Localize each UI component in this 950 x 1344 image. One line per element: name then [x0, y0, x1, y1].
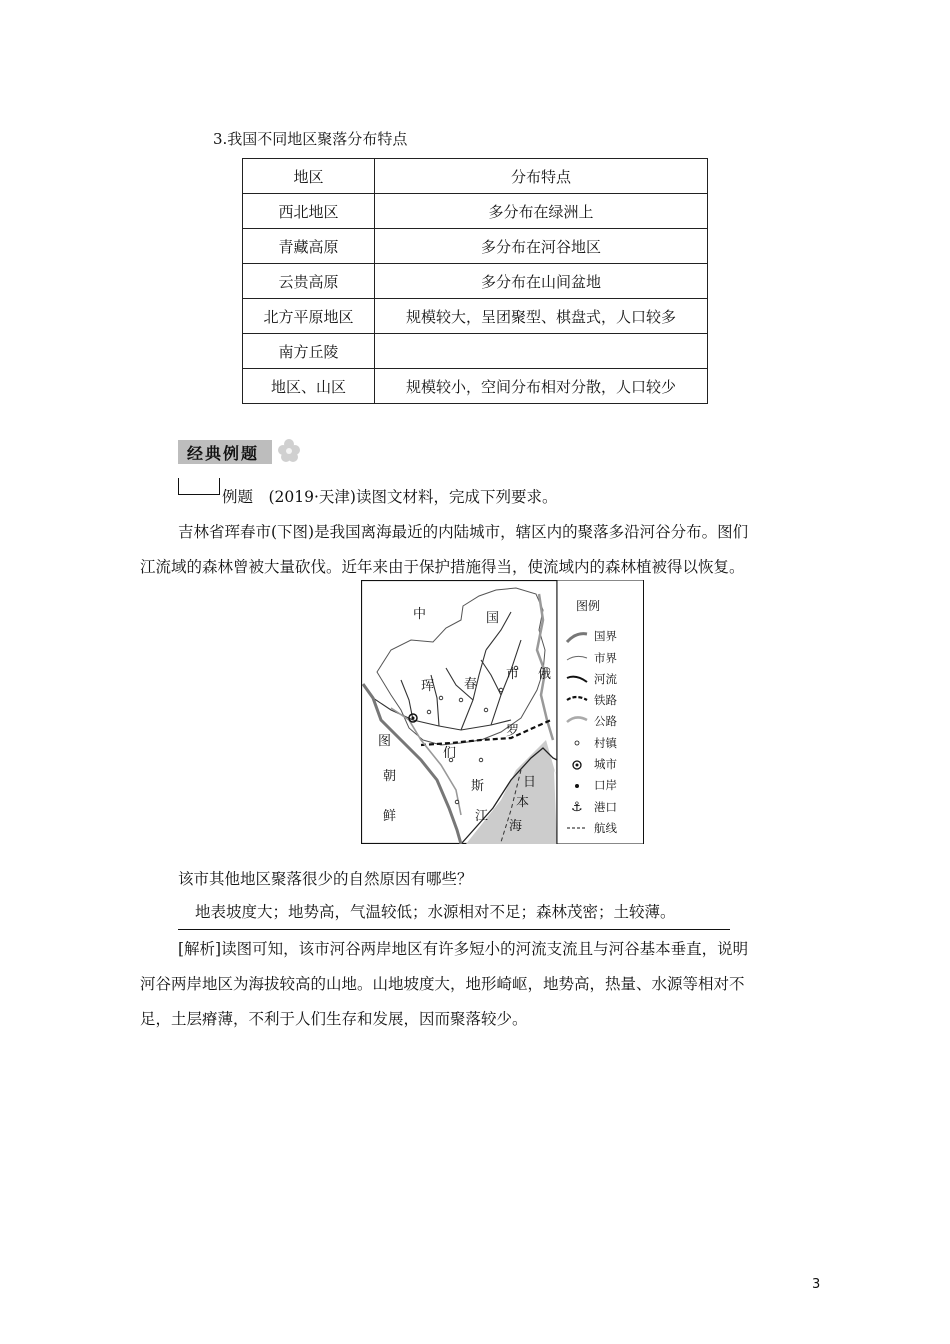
table-header-row [243, 159, 708, 194]
legend-label: 公路 [594, 714, 617, 728]
map-label: 珲 [421, 679, 435, 694]
legend-label: 航线 [594, 821, 617, 835]
legend-label: 市界 [594, 651, 617, 665]
legend-label: 河流 [594, 672, 617, 686]
hunchun-map [361, 580, 644, 844]
table-row [243, 299, 708, 334]
example-intro: 例题 (2019·天津)读图文材料，完成下列要求。 [222, 488, 558, 506]
question-text: 该市其他地区聚落很少的自然原因有哪些？ [178, 870, 473, 888]
analysis-paragraph: 足，土层瘠薄，不利于人们生存和发展，因而聚落较少。 [140, 1010, 528, 1028]
page-number: 3 [812, 1277, 821, 1292]
table-cell: 北方平原地区 [243, 299, 375, 334]
map-label: 春 [464, 677, 478, 692]
table-row [243, 334, 708, 369]
section-title: 3.我国不同地区聚落分布特点 [213, 130, 408, 148]
map-label: 图 [378, 734, 392, 749]
flower-icon [277, 437, 301, 463]
table-row [243, 194, 708, 229]
answer-text: 地表坡度大；地势高，气温较低；水源相对不足；森林茂密；土较薄。 [195, 903, 676, 921]
table-cell: 云贵高原 [243, 264, 375, 299]
table-cell: 地区、山区 [243, 369, 375, 404]
map-label: 国 [486, 611, 500, 626]
map-label: 市 [506, 667, 520, 682]
legend-label: 港口 [594, 800, 617, 814]
legend-symbol [575, 741, 579, 745]
table-row [243, 229, 708, 264]
map-label: 朝 [383, 769, 397, 784]
example-paragraph: 吉林省珲春市(下图)是我国离海最近的内陆城市，辖区内的聚落多沿河谷分布。图们 [178, 523, 749, 541]
table-row [243, 264, 708, 299]
map-label: 罗 [506, 724, 520, 739]
analysis-paragraph: [解析]读图可知，该市河谷两岸地区有许多短小的河流支流且与河谷基本垂直，说明 [178, 940, 749, 958]
table-header: 分布特点 [375, 159, 708, 194]
table-cell: 青藏高原 [243, 229, 375, 264]
table-cell: 多分布在河谷地区 [375, 229, 708, 264]
analysis-paragraph: 河谷两岸地区为海拔较高的山地。山地坡度大，地形崎岖，地势高，热量、水源等相对不 [140, 975, 745, 993]
map-label: 们 [443, 746, 457, 761]
table-cell [375, 334, 708, 369]
legend-label: 国界 [594, 629, 617, 643]
table-header: 地区 [243, 159, 375, 194]
legend-label: 铁路 [594, 693, 617, 707]
example-bracket [178, 478, 220, 495]
map-label: 日 [523, 775, 537, 790]
table-cell: 南方丘陵 [243, 334, 375, 369]
map-label: 斯 [471, 779, 485, 794]
settlement-table [242, 158, 708, 404]
table-cell: 规模较大，呈团聚型、棋盘式，人口较多 [375, 299, 708, 334]
map-label: 鲜 [383, 809, 397, 824]
table-cell: 规模较小，空间分布相对分散，人口较少 [375, 369, 708, 404]
map-label: 本 [516, 795, 530, 810]
map-label: 海 [509, 819, 523, 834]
example-paragraph: 江流域的森林曾被大量砍伐。近年来由于保护措施得当，使流域内的森林植被得以恢复。 [140, 558, 745, 576]
map-label: 江 [475, 809, 489, 824]
table-cell: 多分布在山间盆地 [375, 264, 708, 299]
answer-line [178, 895, 730, 930]
map-label: 俄 [538, 667, 552, 682]
legend-label: 城市 [594, 757, 617, 771]
banner-label: 经典例题 [187, 444, 260, 463]
table-row [243, 369, 708, 404]
legend-label: 村镇 [594, 736, 617, 750]
legend-title: 图例 [576, 599, 601, 613]
legend-symbol [575, 784, 579, 788]
anchor-icon: ⚓ [571, 800, 583, 815]
table-cell: 多分布在绿洲上 [375, 194, 708, 229]
legend-label: 口岸 [594, 778, 617, 792]
table-cell: 西北地区 [243, 194, 375, 229]
map-label: 中 [413, 607, 427, 622]
